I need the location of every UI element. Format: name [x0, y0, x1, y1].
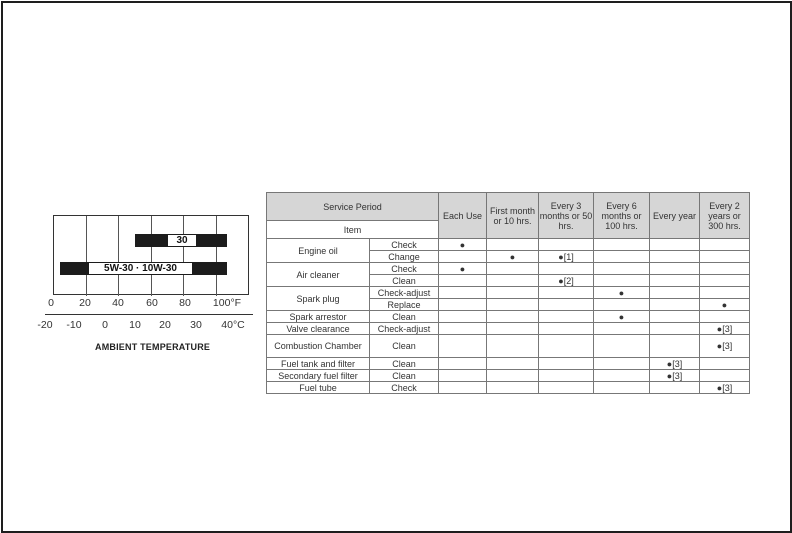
- schedule-mark-cell: [700, 287, 750, 299]
- item-cell: Fuel tube: [267, 382, 370, 394]
- schedule-mark-cell: [700, 263, 750, 275]
- schedule-mark-cell: [487, 239, 539, 251]
- viscosity-bar-30: [135, 234, 227, 247]
- schedule-mark-cell: [439, 287, 487, 299]
- schedule-mark-cell: [487, 358, 539, 370]
- schedule-mark-cell: [539, 299, 594, 311]
- schedule-mark-cell: [650, 239, 700, 251]
- schedule-mark-cell: [594, 370, 650, 382]
- action-cell: Check-adjust: [370, 287, 439, 299]
- schedule-mark-cell: [594, 299, 650, 311]
- action-cell: Clean: [370, 335, 439, 358]
- action-cell: Check-adjust: [370, 323, 439, 335]
- action-cell: Clean: [370, 311, 439, 323]
- schedule-mark-cell: [594, 239, 650, 251]
- schedule-mark-cell: [594, 251, 650, 263]
- schedule-mark-cell: [539, 287, 594, 299]
- schedule-mark-cell: ●[3]: [700, 382, 750, 394]
- schedule-mark-cell: [439, 358, 487, 370]
- schedule-mark-cell: [594, 382, 650, 394]
- schedule-mark-cell: [539, 323, 594, 335]
- viscosity-bar-label: 30: [168, 235, 196, 246]
- schedule-mark-cell: [700, 239, 750, 251]
- celsius-scale: [37, 319, 260, 333]
- schedule-mark-cell: [539, 335, 594, 358]
- schedule-mark-cell: [539, 382, 594, 394]
- f-tick: 40: [112, 297, 124, 309]
- schedule-mark-cell: ●[3]: [700, 323, 750, 335]
- period-header: Every 3 months or 50 hrs.: [539, 193, 594, 239]
- schedule-mark-cell: ●: [439, 239, 487, 251]
- table-row: [267, 382, 750, 394]
- schedule-mark-cell: [539, 370, 594, 382]
- maintenance-schedule-table: [266, 192, 750, 394]
- schedule-mark-cell: [487, 299, 539, 311]
- grid-line: [118, 216, 119, 296]
- schedule-mark-cell: [594, 275, 650, 287]
- viscosity-bar-label: 5W-30 · 10W-30: [89, 263, 192, 274]
- service-period-header: Service Period: [267, 193, 439, 221]
- item-cell: Air cleaner: [267, 263, 370, 287]
- schedule-mark-cell: [700, 358, 750, 370]
- grid-line: [86, 216, 87, 296]
- schedule-mark-cell: [650, 299, 700, 311]
- schedule-mark-cell: [594, 358, 650, 370]
- c-tick: -10: [66, 319, 82, 331]
- viscosity-bar-5w30: [60, 262, 227, 275]
- schedule-mark-cell: ●[3]: [650, 370, 700, 382]
- schedule-mark-cell: [539, 239, 594, 251]
- table-row: [267, 335, 750, 358]
- period-header: Every year: [650, 193, 700, 239]
- schedule-mark-cell: ●: [594, 287, 650, 299]
- schedule-mark-cell: [700, 370, 750, 382]
- schedule-mark-cell: [439, 370, 487, 382]
- schedule-mark-cell: [487, 287, 539, 299]
- action-cell: Check: [370, 382, 439, 394]
- schedule-mark-cell: [439, 335, 487, 358]
- table-row: [267, 263, 750, 275]
- schedule-mark-cell: [487, 370, 539, 382]
- schedule-mark-cell: [700, 275, 750, 287]
- c-tick: 20: [159, 319, 171, 331]
- schedule-mark-cell: [594, 323, 650, 335]
- f-tick: 20: [79, 297, 91, 309]
- item-cell: Secondary fuel filter: [267, 370, 370, 382]
- grid-line: [183, 216, 184, 296]
- schedule-mark-cell: [650, 263, 700, 275]
- f-tick: 60: [146, 297, 158, 309]
- schedule-mark-cell: [650, 287, 700, 299]
- schedule-mark-cell: [439, 323, 487, 335]
- action-cell: Clean: [370, 275, 439, 287]
- schedule-mark-cell: [487, 275, 539, 287]
- schedule-mark-cell: [700, 311, 750, 323]
- temperature-axis-line: [45, 314, 253, 315]
- item-header: Item: [267, 221, 439, 239]
- period-header: First month or 10 hrs.: [487, 193, 539, 239]
- schedule-mark-cell: [439, 382, 487, 394]
- schedule-mark-cell: [650, 311, 700, 323]
- maintenance-rows: [267, 239, 750, 394]
- schedule-mark-cell: [487, 323, 539, 335]
- table-row: [267, 323, 750, 335]
- action-cell: Change: [370, 251, 439, 263]
- schedule-mark-cell: ●: [700, 299, 750, 311]
- item-cell: Spark arrestor: [267, 311, 370, 323]
- grid-line: [216, 216, 217, 296]
- schedule-mark-cell: ●: [594, 311, 650, 323]
- schedule-mark-cell: [439, 311, 487, 323]
- schedule-mark-cell: [487, 311, 539, 323]
- grid-line: [151, 216, 152, 296]
- schedule-mark-cell: [650, 323, 700, 335]
- c-tick: 10: [129, 319, 141, 331]
- schedule-mark-cell: [594, 263, 650, 275]
- schedule-mark-cell: [650, 251, 700, 263]
- table-row: [267, 370, 750, 382]
- f-tick: 100°F: [212, 297, 242, 309]
- action-cell: Clean: [370, 370, 439, 382]
- schedule-mark-cell: ●[3]: [650, 358, 700, 370]
- f-tick: 80: [179, 297, 191, 309]
- c-tick: 30: [190, 319, 202, 331]
- f-tick: 0: [48, 297, 54, 309]
- schedule-mark-cell: [487, 263, 539, 275]
- action-cell: Replace: [370, 299, 439, 311]
- item-cell: Valve clearance: [267, 323, 370, 335]
- table-row: [267, 287, 750, 299]
- action-cell: Check: [370, 239, 439, 251]
- schedule-mark-cell: [594, 335, 650, 358]
- item-cell: Engine oil: [267, 239, 370, 263]
- ambient-temperature-title: AMBIENT TEMPERATURE: [95, 342, 211, 352]
- schedule-mark-cell: [650, 335, 700, 358]
- action-cell: Clean: [370, 358, 439, 370]
- schedule-mark-cell: ●[1]: [539, 251, 594, 263]
- oil-viscosity-chart: [37, 215, 260, 355]
- schedule-mark-cell: ●: [439, 263, 487, 275]
- schedule-mark-cell: [439, 299, 487, 311]
- schedule-mark-cell: [700, 251, 750, 263]
- schedule-mark-cell: [650, 275, 700, 287]
- schedule-mark-cell: [487, 382, 539, 394]
- schedule-mark-cell: [539, 358, 594, 370]
- schedule-mark-cell: [650, 382, 700, 394]
- schedule-mark-cell: ●: [487, 251, 539, 263]
- schedule-mark-cell: [439, 251, 487, 263]
- table-row: [267, 358, 750, 370]
- schedule-mark-cell: [539, 311, 594, 323]
- viscosity-grid: [53, 215, 249, 295]
- period-header: Each Use: [439, 193, 487, 239]
- schedule-mark-cell: ●[2]: [539, 275, 594, 287]
- action-cell: Check: [370, 263, 439, 275]
- item-cell: Fuel tank and filter: [267, 358, 370, 370]
- table-row: [267, 311, 750, 323]
- schedule-mark-cell: ●[3]: [700, 335, 750, 358]
- schedule-mark-cell: [487, 335, 539, 358]
- period-header: Every 6 months or 100 hrs.: [594, 193, 650, 239]
- fahrenheit-scale: [40, 297, 260, 311]
- schedule-mark-cell: [439, 275, 487, 287]
- item-cell: Spark plug: [267, 287, 370, 311]
- schedule-mark-cell: [539, 263, 594, 275]
- c-tick: 40°C: [221, 319, 245, 331]
- c-tick: -20: [37, 319, 53, 331]
- c-tick: 0: [102, 319, 108, 331]
- table-row: [267, 239, 750, 251]
- period-header: Every 2 years or 300 hrs.: [700, 193, 750, 239]
- item-cell: Combustion Chamber: [267, 335, 370, 358]
